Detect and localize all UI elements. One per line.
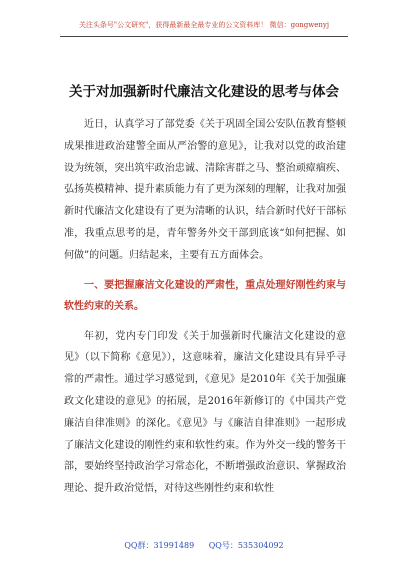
section-heading-1: 一、要把握廉洁文化建设的严肃性，重点处理好刚性约束与软性约束的关系。 bbox=[64, 279, 346, 312]
document-title: 关于对加强新时代廉洁文化建设的思考与体会 bbox=[69, 84, 339, 100]
footer-qq-group: QQ群：31991489 bbox=[124, 541, 195, 550]
page-header-banner: 关注头条号"公文研究"，获得最新最全最专业的公文资料库！ 微信：gongwenyj bbox=[78, 21, 330, 29]
page-footer bbox=[0, 540, 408, 551]
body-paragraph: 年初，党内专门印发《关于加强新时代廉洁文化建设的意见》（以下简称《意见》），这意味着，廉洁文化建设具有异乎寻常的严肃性。通过学习感觉到，《意见》是2010年《关于加强廉政文化建设的意见》的拓展，是2016年新修订的《中国共产党廉洁自律准则》的深化。《意见》与《廉洁自律准则》一起形成了廉洁文化建设的刚性约束和软性约束。作为外交一线的警务干部，要始终坚持政治学习常态化，不断增强政治意识、掌握政治理论、提升政治觉悟，对待这些刚性约束和软性 bbox=[64, 330, 346, 495]
document-body bbox=[64, 114, 346, 500]
footer-qq-number: QQ号：535304092 bbox=[208, 541, 284, 550]
header-divider bbox=[60, 36, 348, 37]
intro-paragraph: 近日，认真学习了部党委《关于巩固全国公安队伍教育整顿成果推进政治建警全面从严治警的意见》，让我对以党的政治建设为统领，突出筑牢政治忠诚、清除害群之马、整治顽瘴痼疾、弘扬英模精神、提升素质能力有了更为深刻的理解，让我对加强新时代廉洁文化建设有了更为清晰的认识，结合新时代好干部标准，我重点思考的是，青年警务外交干部到底该“如何把握、如何做”的问题。归结起来，主要有五方面体会。 bbox=[64, 119, 346, 261]
